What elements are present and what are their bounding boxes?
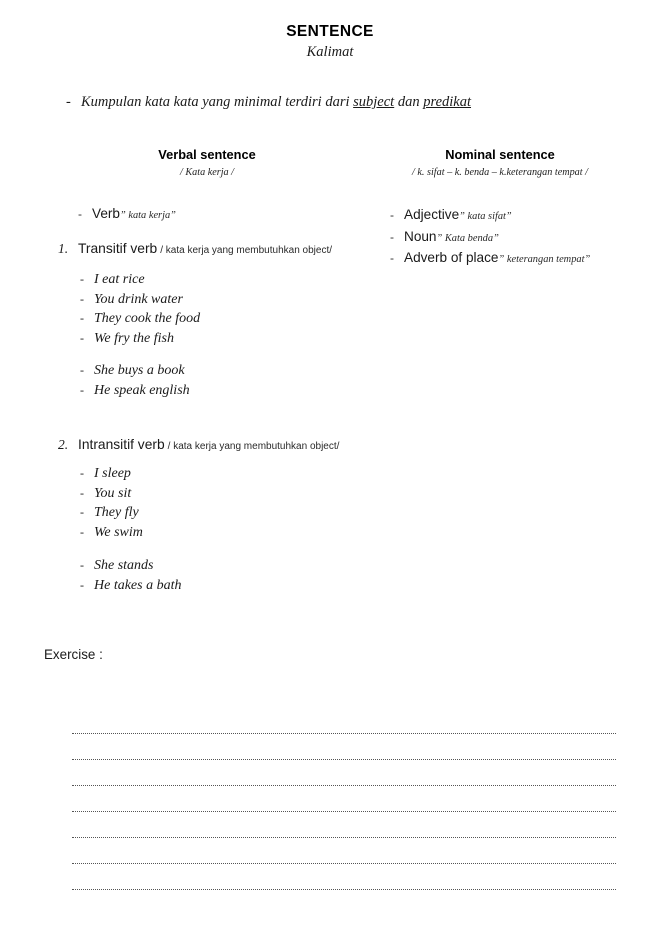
transitif-term: Transitif verb bbox=[78, 241, 158, 256]
example-text: They cook the food bbox=[94, 311, 201, 327]
section-number-transitif: 1. bbox=[58, 241, 69, 256]
bullet-dash-icon: - bbox=[80, 382, 84, 397]
definition-underline-predikat: predikat bbox=[423, 94, 472, 110]
bullet-dash-icon: - bbox=[390, 229, 394, 244]
bullet-dash-icon: - bbox=[80, 311, 84, 326]
bullet-dash-icon: - bbox=[80, 505, 84, 520]
definition-underline-subject: subject bbox=[353, 94, 395, 110]
adverb-of-place-term: Adverb of place bbox=[404, 250, 499, 265]
bullet-dash-icon: - bbox=[80, 577, 84, 592]
nominal-sentence-heading: Nominal sentence bbox=[445, 147, 555, 162]
intransitif-examples-group-b bbox=[80, 556, 360, 595]
definition-text-middle: dan bbox=[394, 94, 424, 110]
answer-line[interactable] bbox=[72, 838, 616, 864]
bullet-dash-icon: - bbox=[80, 330, 84, 345]
definition-text bbox=[81, 94, 626, 111]
example-text: She buys a book bbox=[94, 363, 185, 378]
bullet-dash-icon: - bbox=[80, 466, 84, 480]
bullet-dash-icon: - bbox=[80, 524, 84, 539]
nominal-item-body bbox=[404, 248, 640, 270]
intransitif-examples-group-a bbox=[80, 464, 360, 542]
definition-line bbox=[66, 94, 626, 111]
list-item bbox=[80, 556, 360, 576]
nominal-item-body bbox=[404, 205, 640, 227]
bullet-dash-icon: - bbox=[390, 251, 394, 265]
nominal-sentence-subheading: / k. sifat – k. benda – k.keterangan tempat / bbox=[412, 166, 588, 178]
adjective-term: Adjective bbox=[404, 207, 460, 222]
column-heading-verbal bbox=[112, 147, 302, 179]
page-subtitle: Kalimat bbox=[306, 44, 354, 61]
answer-line[interactable] bbox=[72, 812, 616, 838]
verb-gloss: ” kata kerja” bbox=[119, 210, 176, 221]
bullet-dash-icon: - bbox=[80, 272, 84, 286]
bullet-dash-icon: - bbox=[80, 485, 84, 500]
nominal-sentence-list bbox=[390, 205, 640, 270]
definition-dash: - bbox=[66, 94, 71, 110]
section-heading-intransitif-body bbox=[78, 436, 339, 454]
bullet-dash-icon: - bbox=[390, 208, 394, 222]
list-item bbox=[80, 290, 360, 310]
noun-term: Noun bbox=[404, 228, 437, 244]
example-text: He takes a bath bbox=[94, 577, 182, 593]
list-item bbox=[80, 503, 360, 523]
answer-line[interactable] bbox=[72, 708, 616, 734]
example-text: We swim bbox=[94, 524, 143, 540]
list-item bbox=[390, 227, 640, 249]
example-text: They fly bbox=[94, 505, 139, 521]
list-item bbox=[80, 464, 360, 484]
bullet-dash-icon: - bbox=[80, 558, 84, 572]
verbal-sentence-subheading: / Kata kerja / bbox=[179, 166, 235, 178]
column-heading-nominal bbox=[380, 147, 620, 179]
page-title: SENTENCE bbox=[286, 23, 374, 40]
definition-text-before: Kumpulan kata kata yang minimal terdiri dari bbox=[81, 94, 354, 110]
example-text: You drink water bbox=[94, 291, 183, 307]
list-item bbox=[80, 381, 360, 401]
noun-gloss: ” Kata benda” bbox=[436, 232, 499, 244]
title-block bbox=[0, 22, 660, 62]
example-text: You sit bbox=[94, 485, 132, 501]
verb-entry-body bbox=[92, 205, 378, 223]
example-text: I sleep bbox=[94, 466, 131, 481]
list-item bbox=[80, 484, 360, 504]
example-text: She stands bbox=[94, 558, 154, 573]
verbal-sentence-heading: Verbal sentence bbox=[158, 147, 256, 162]
answer-line[interactable] bbox=[72, 864, 616, 890]
answer-line[interactable] bbox=[72, 734, 616, 760]
answer-line[interactable] bbox=[72, 786, 616, 812]
bullet-dash-icon: - bbox=[80, 291, 84, 306]
adjective-gloss: ” kata sifat” bbox=[459, 211, 512, 222]
section-heading-intransitif bbox=[58, 436, 478, 454]
list-item bbox=[78, 205, 378, 223]
example-text: We fry the fish bbox=[94, 330, 174, 346]
answer-line[interactable] bbox=[72, 760, 616, 786]
section-heading-transitif-body bbox=[78, 240, 332, 258]
list-item bbox=[80, 576, 360, 596]
example-text: I eat rice bbox=[94, 272, 145, 287]
nominal-item-body bbox=[404, 227, 640, 249]
intransitif-term: Intransitif verb bbox=[78, 437, 165, 452]
example-text: He speak english bbox=[94, 382, 190, 398]
transitif-examples-group-a bbox=[80, 270, 360, 348]
exercise-answer-lines bbox=[72, 708, 616, 890]
transitif-examples-group-b bbox=[80, 361, 360, 400]
intransitif-gloss: / kata kerja yang membutuhkan object/ bbox=[167, 441, 340, 452]
list-item bbox=[80, 309, 360, 329]
list-item bbox=[80, 329, 360, 349]
list-item bbox=[80, 361, 360, 381]
list-item bbox=[80, 270, 360, 290]
verb-term: Verb bbox=[92, 206, 120, 221]
list-item bbox=[390, 205, 640, 227]
list-item bbox=[80, 523, 360, 543]
adverb-of-place-gloss: ” keterangan tempat” bbox=[498, 254, 591, 265]
list-item bbox=[390, 248, 640, 270]
verb-entry bbox=[78, 205, 378, 223]
exercise-label: Exercise : bbox=[44, 647, 103, 662]
transitif-gloss: / kata kerja yang membutuhkan object/ bbox=[160, 245, 332, 256]
bullet-dash-icon: - bbox=[80, 363, 84, 377]
bullet-dash-icon: - bbox=[78, 207, 82, 221]
section-number-intransitif: 2. bbox=[58, 437, 69, 452]
